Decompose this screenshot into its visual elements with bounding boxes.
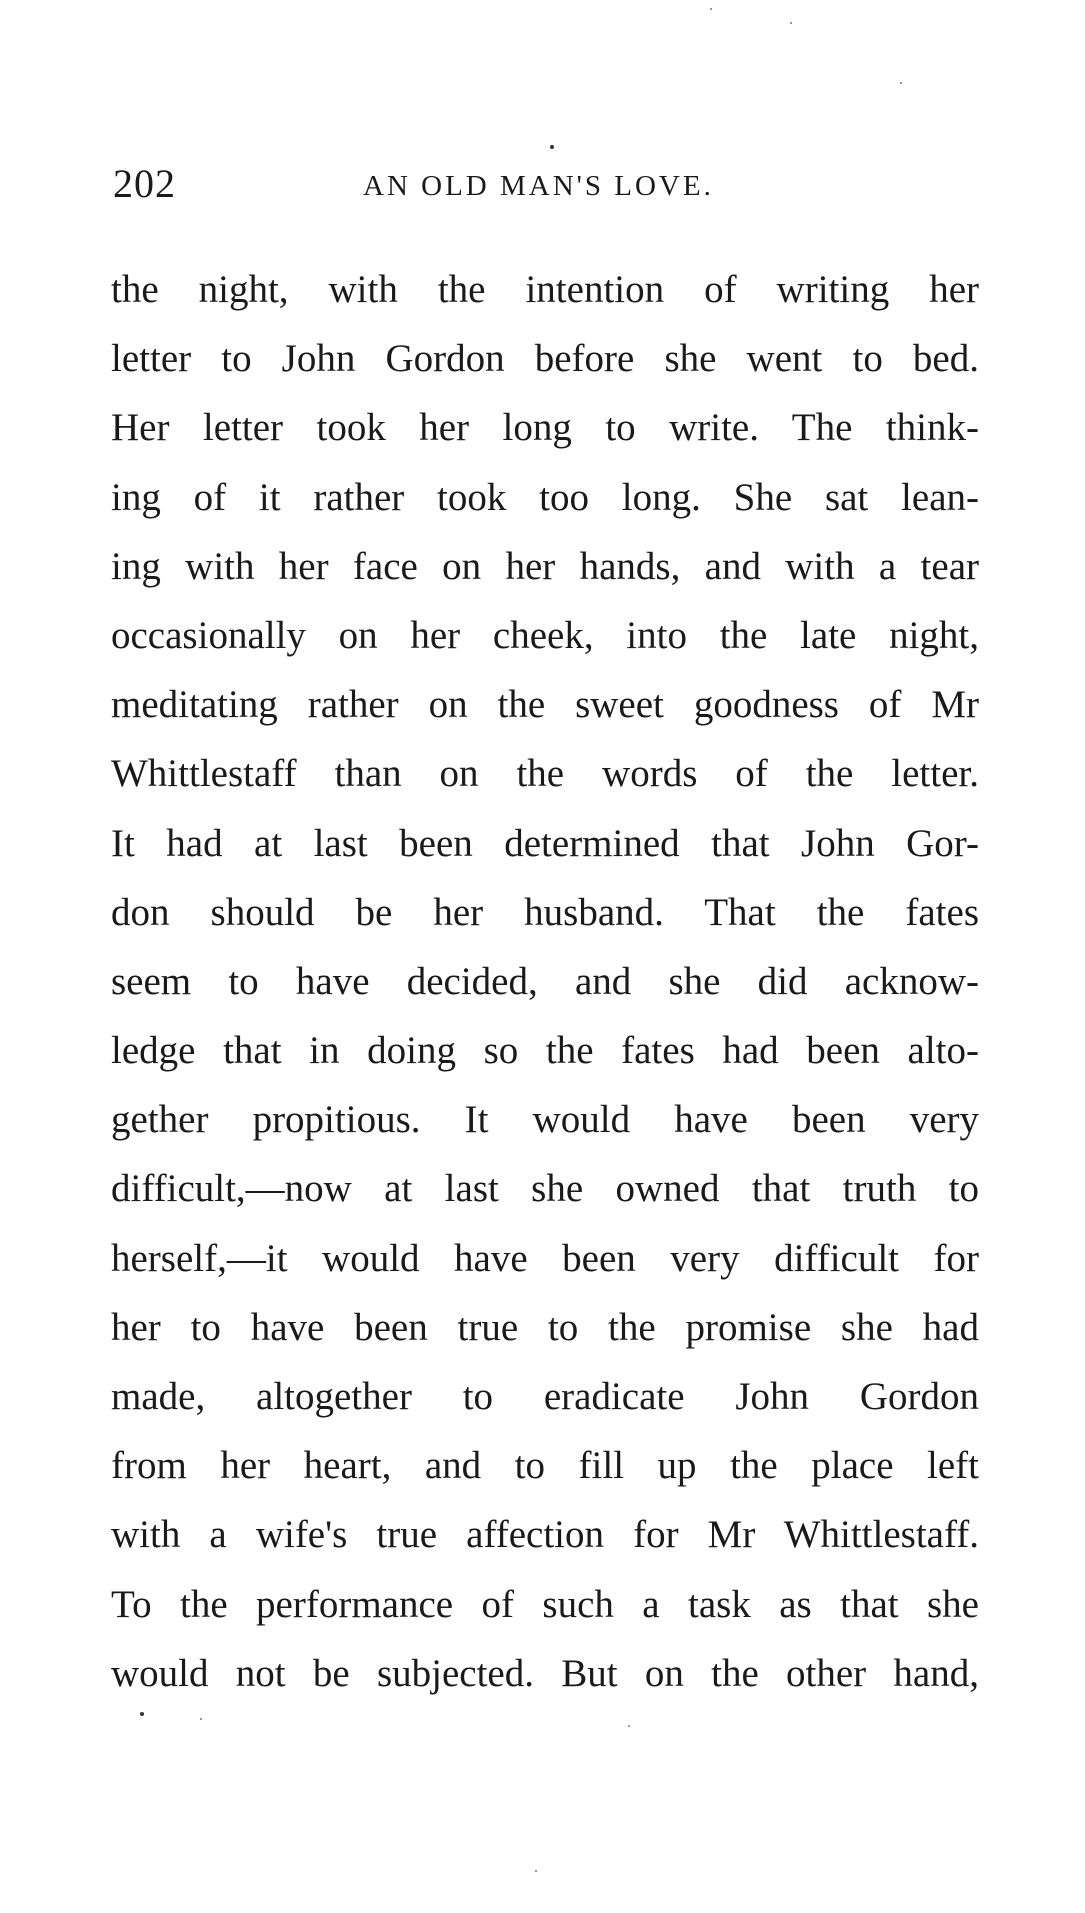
scan-speck xyxy=(140,1712,144,1716)
text-line: Whittlestaff than on the words of the letter. xyxy=(111,752,979,796)
text-line: the night, with the intention of writing her xyxy=(111,268,979,311)
text-line: herself,—it would have been very difficult for xyxy=(111,1236,979,1280)
scan-speck xyxy=(628,1725,630,1727)
text-line: meditating rather on the sweet goodness of Mr xyxy=(111,683,979,727)
text-line: ledge that in doing so the fates had been alto- xyxy=(111,1029,979,1073)
text-line: from her heart, and to fill up the place left xyxy=(111,1444,979,1488)
text-line: would not be subjected. But on the other hand, xyxy=(111,1651,979,1695)
page-number: 202 xyxy=(113,161,176,206)
scan-speck xyxy=(550,145,554,149)
text-line: difficult,—now at last she owned that truth to xyxy=(111,1167,979,1211)
scan-speck xyxy=(200,1718,202,1720)
text-line: made, altogether to eradicate John Gordon xyxy=(111,1375,979,1418)
text-line: with a wife's true affection for Mr Whittlestaff. xyxy=(111,1513,979,1557)
text-line: ing of it rather took too long. She sat lean- xyxy=(111,475,979,519)
scan-speck xyxy=(535,1870,537,1872)
running-title: AN OLD MAN'S LOVE. xyxy=(363,170,714,202)
body-text xyxy=(111,255,979,1708)
text-line: ing with her face on her hands, and with a tear xyxy=(111,544,979,588)
text-line: letter to John Gordon before she went to bed. xyxy=(111,337,979,381)
scan-speck xyxy=(710,8,712,10)
text-line: occasionally on her cheek, into the late night, xyxy=(111,613,979,657)
text-line: her to have been true to the promise she had xyxy=(111,1305,979,1349)
text-line: It had at last been determined that John Gor- xyxy=(111,821,979,865)
page-header xyxy=(113,160,983,210)
text-line: To the performance of such a task as that she xyxy=(111,1582,979,1626)
text-line: Her letter took her long to write. The think- xyxy=(111,406,979,450)
scan-speck xyxy=(790,22,792,24)
text-line: don should be her husband. That the fates xyxy=(111,890,979,934)
text-line: gether propitious. It would have been very xyxy=(111,1098,979,1142)
text-line: seem to have decided, and she did acknow- xyxy=(111,959,979,1003)
scan-speck xyxy=(900,82,902,84)
